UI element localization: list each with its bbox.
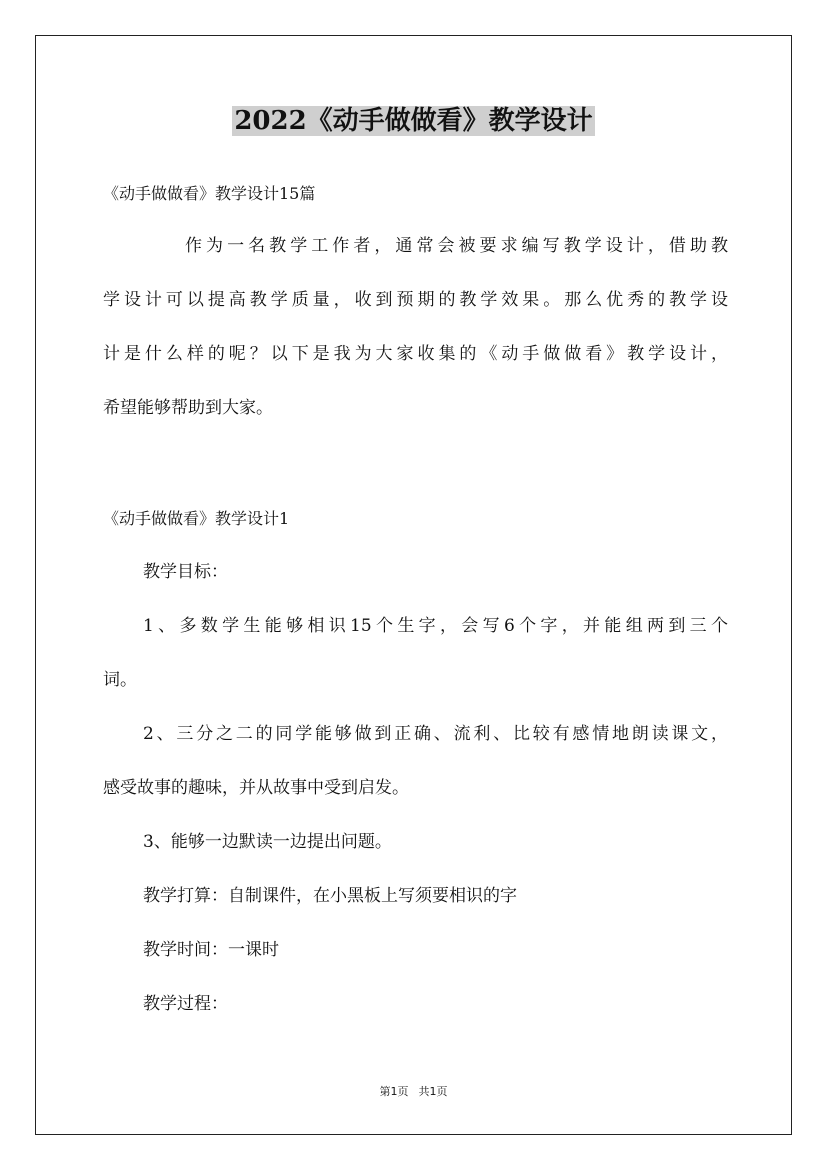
teaching-duration: 教学时间：一课时 [143, 940, 279, 960]
objective-3: 3、能够一边默读一边提出问题。 [143, 832, 392, 852]
objective-1-line-1: 1、多数学生能够相识15个生字，会写6个字，并能组两到三个 [143, 616, 728, 636]
page-total: 共1页 [418, 1085, 448, 1098]
intro-line: 希望能够帮助到大家。 [103, 398, 273, 418]
objective-1-line-2: 词。 [103, 670, 137, 690]
document-subtitle: 《动手做做看》教学设计15篇 [103, 184, 316, 203]
document-title-text: 2022《动手做做看》教学设计 [234, 106, 593, 136]
objective-2-line-2: 感受故事的趣味，并从故事中受到启发。 [103, 778, 409, 798]
intro-line: 作为一名教学工作者，通常会被要求编写教学设计，借助教 [185, 236, 728, 256]
document-title [0, 101, 827, 141]
page-footer [0, 1084, 827, 1100]
intro-paragraph [103, 233, 728, 449]
teaching-preparation: 教学打算：自制课件，在小黑板上写须要相识的字 [143, 886, 517, 906]
section-heading: 《动手做做看》教学设计1 [103, 509, 290, 528]
page-number: 第1页 [379, 1085, 409, 1098]
intro-line: 计是什么样的呢？以下是我为大家收集的《动手做做看》教学设计， [103, 344, 728, 364]
teaching-process-label: 教学过程： [143, 994, 228, 1014]
objective-2-line-1: 2、三分之二的同学能够做到正确、流利、比较有感情地朗读课文， [143, 724, 728, 744]
objectives-label: 教学目标： [143, 562, 228, 582]
intro-line: 学设计可以提高教学质量，收到预期的教学效果。那么优秀的教学设 [103, 290, 728, 310]
